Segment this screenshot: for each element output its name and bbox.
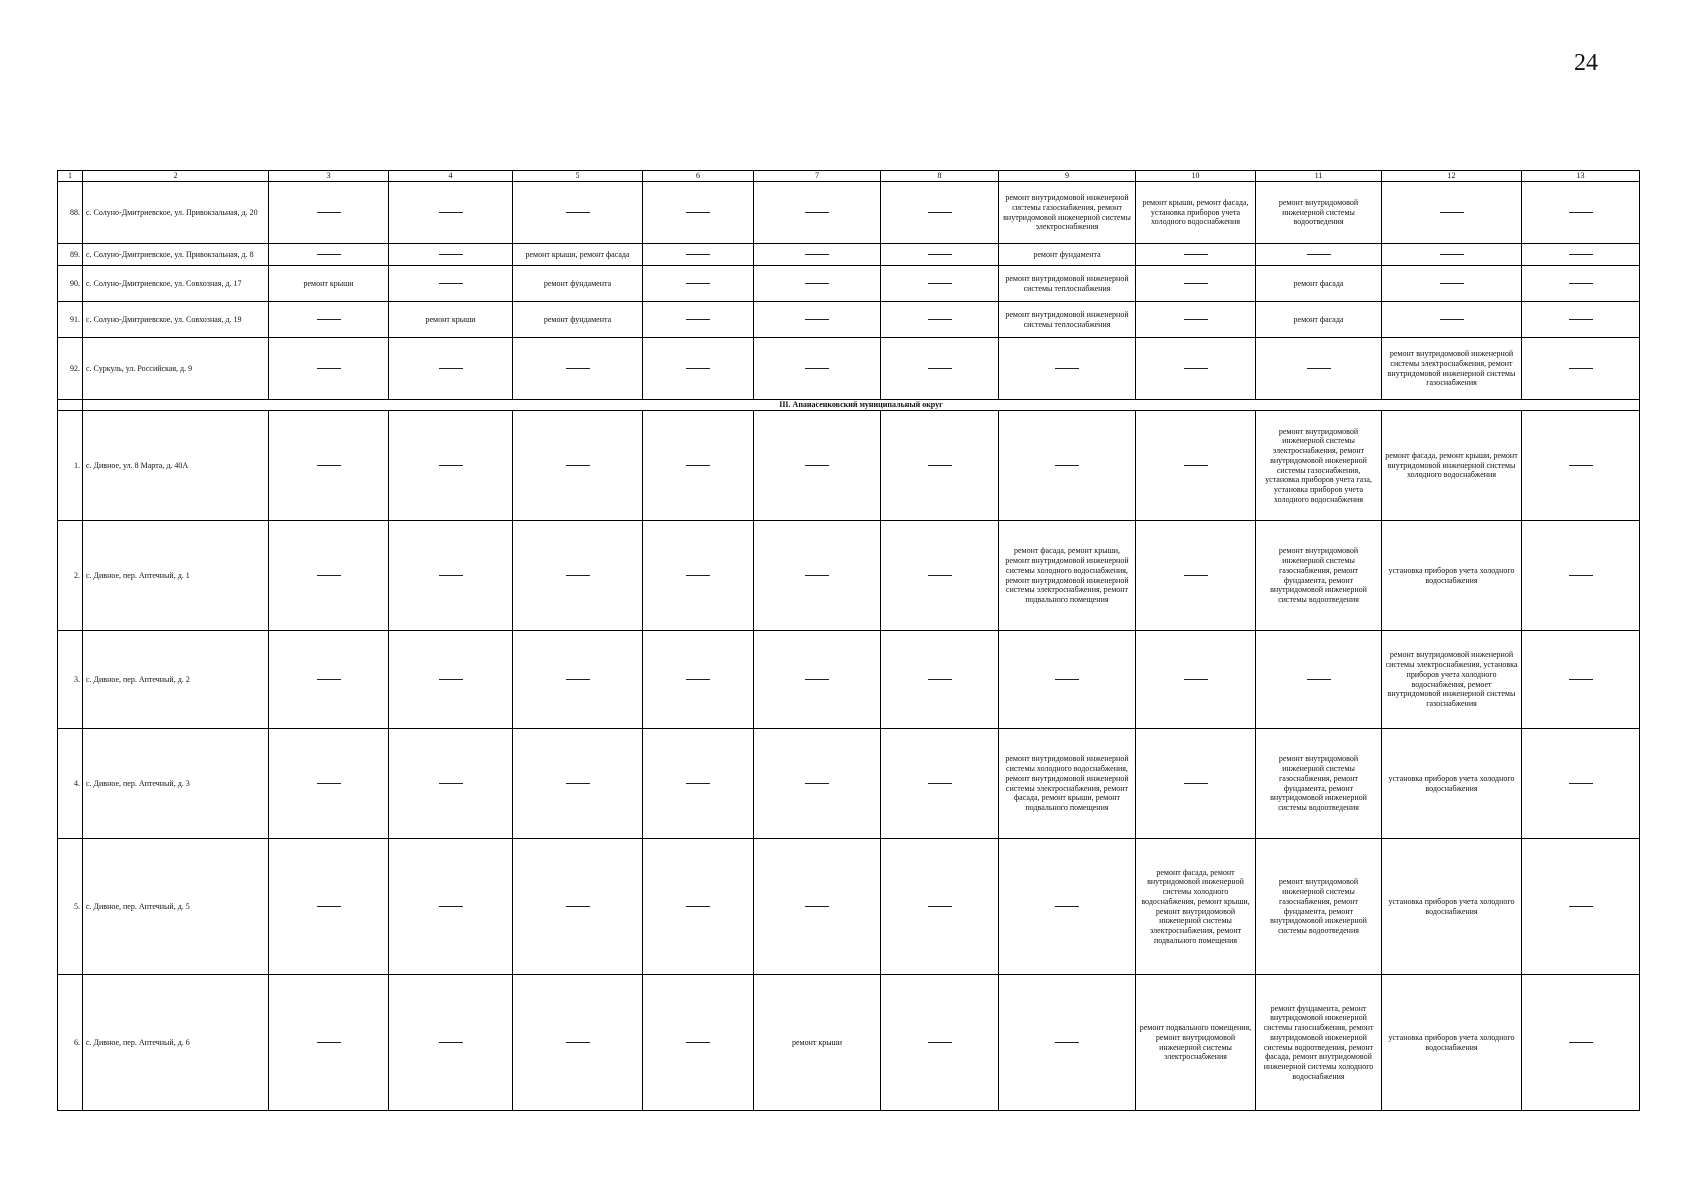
dash-mark bbox=[805, 465, 829, 466]
dash-mark bbox=[1055, 1042, 1079, 1043]
table-row bbox=[58, 266, 1640, 302]
work-type-cell: ремонт внутридомовой инженерной системы электроснабжения, установка приборов учета холодного водоснабжения, ремоет внутридомовой инженерной системы газоснабжения bbox=[1382, 631, 1522, 729]
empty-cell bbox=[643, 338, 754, 400]
column-header: 12 bbox=[1382, 171, 1522, 182]
table-row bbox=[58, 521, 1640, 631]
row-number: 4. bbox=[58, 729, 83, 839]
repair-schedule-table bbox=[57, 170, 1640, 1111]
row-number: 3. bbox=[58, 631, 83, 729]
empty-cell bbox=[999, 411, 1136, 521]
work-type-cell: ремонт фасада, ремонт внутридомовой инженерной системы холодного водоснабжения, ремонт крыши, ремонт внутридомовой инженерной системы электроснабжения, ремонт подвального помещения bbox=[1136, 839, 1256, 975]
empty-cell bbox=[1522, 182, 1640, 244]
empty-cell bbox=[754, 521, 881, 631]
empty-cell bbox=[643, 521, 754, 631]
section-title: III. Апанасенковский муниципальный округ bbox=[83, 400, 1640, 411]
work-type-cell: ремонт фасада bbox=[1256, 302, 1382, 338]
dash-mark bbox=[1569, 212, 1593, 213]
dash-mark bbox=[566, 575, 590, 576]
empty-cell bbox=[643, 244, 754, 266]
empty-cell bbox=[1136, 631, 1256, 729]
empty-cell bbox=[269, 521, 389, 631]
address-cell: с. Солуно-Дмитриевское, ул. Совхозная, д. 19 bbox=[83, 302, 269, 338]
work-type-cell: ремонт подвального помещения, ремонт внутридомовой инженерной системы электроснабжения bbox=[1136, 975, 1256, 1111]
empty-cell bbox=[881, 302, 999, 338]
dash-mark bbox=[928, 283, 952, 284]
empty-cell bbox=[269, 411, 389, 521]
empty-cell bbox=[1136, 338, 1256, 400]
table-row bbox=[58, 411, 1640, 521]
dash-mark bbox=[566, 1042, 590, 1043]
table-row bbox=[58, 302, 1640, 338]
dash-mark bbox=[439, 212, 463, 213]
dash-mark bbox=[928, 1042, 952, 1043]
dash-mark bbox=[805, 679, 829, 680]
dash-mark bbox=[928, 575, 952, 576]
empty-cell bbox=[881, 729, 999, 839]
empty-cell bbox=[1522, 411, 1640, 521]
address-cell: с. Дивное, пер. Аптечный, д. 6 bbox=[83, 975, 269, 1111]
dash-mark bbox=[1569, 254, 1593, 255]
column-header: 3 bbox=[269, 171, 389, 182]
dash-mark bbox=[1569, 1042, 1593, 1043]
empty-cell bbox=[269, 729, 389, 839]
dash-mark bbox=[686, 465, 710, 466]
row-number: 91. bbox=[58, 302, 83, 338]
dash-mark bbox=[928, 679, 952, 680]
dash-mark bbox=[317, 1042, 341, 1043]
empty-cell bbox=[754, 411, 881, 521]
dash-mark bbox=[1184, 575, 1208, 576]
dash-mark bbox=[439, 575, 463, 576]
work-type-cell: установка приборов учета холодного водоснабжения bbox=[1382, 521, 1522, 631]
empty-cell bbox=[269, 631, 389, 729]
empty-cell bbox=[1256, 244, 1382, 266]
dash-mark bbox=[686, 575, 710, 576]
dash-mark bbox=[317, 465, 341, 466]
dash-mark bbox=[928, 906, 952, 907]
dash-mark bbox=[1184, 679, 1208, 680]
dash-mark bbox=[1569, 368, 1593, 369]
empty-cell bbox=[881, 975, 999, 1111]
dash-mark bbox=[1184, 254, 1208, 255]
table-row bbox=[58, 729, 1640, 839]
address-cell: с. Дивное, пер. Аптечный, д. 1 bbox=[83, 521, 269, 631]
empty-cell bbox=[389, 729, 513, 839]
empty-cell bbox=[643, 266, 754, 302]
dash-mark bbox=[1569, 465, 1593, 466]
column-header: 9 bbox=[999, 171, 1136, 182]
dash-mark bbox=[686, 679, 710, 680]
dash-mark bbox=[439, 1042, 463, 1043]
work-type-cell: установка приборов учета холодного водоснабжения bbox=[1382, 729, 1522, 839]
empty-cell bbox=[389, 244, 513, 266]
empty-cell bbox=[999, 975, 1136, 1111]
column-header: 2 bbox=[83, 171, 269, 182]
dash-mark bbox=[566, 368, 590, 369]
work-type-cell: ремонт внутридомовой инженерной системы газоснабжения, ремонт фундамента, ремонт внутридомовой инженерной системы водоотведения bbox=[1256, 839, 1382, 975]
dash-mark bbox=[317, 368, 341, 369]
dash-mark bbox=[1569, 783, 1593, 784]
work-type-cell: ремонт внутридомовой инженерной системы электроснабжения, ремонт внутридомовой инженерной системы газоснабжения bbox=[1382, 338, 1522, 400]
dash-mark bbox=[1184, 283, 1208, 284]
column-header: 6 bbox=[643, 171, 754, 182]
work-type-cell: установка приборов учета холодного водоснабжения bbox=[1382, 975, 1522, 1111]
dash-mark bbox=[928, 212, 952, 213]
work-type-cell: ремонт крыши bbox=[754, 975, 881, 1111]
dash-mark bbox=[439, 783, 463, 784]
row-number: 2. bbox=[58, 521, 83, 631]
dash-mark bbox=[439, 465, 463, 466]
address-cell: с. Дивное, ул. 8 Марта, д. 40А bbox=[83, 411, 269, 521]
empty-cell bbox=[1522, 839, 1640, 975]
empty-cell bbox=[1382, 302, 1522, 338]
dash-mark bbox=[928, 783, 952, 784]
empty-cell bbox=[643, 631, 754, 729]
table-row bbox=[58, 182, 1640, 244]
work-type-cell: ремонт внутридомовой инженерной системы водоотведения bbox=[1256, 182, 1382, 244]
dash-mark bbox=[928, 368, 952, 369]
empty-cell bbox=[643, 729, 754, 839]
dash-mark bbox=[686, 783, 710, 784]
dash-mark bbox=[1569, 679, 1593, 680]
work-type-cell: ремонт фундамента, ремонт внутридомовой инженерной системы газоснабжения, ремонт внутридомовой инженерной системы водоотведения, ремонт фасада, ремонт внутридомовой инженерной системы холодного водоснабжения bbox=[1256, 975, 1382, 1111]
work-type-cell: ремонт крыши bbox=[389, 302, 513, 338]
dash-mark bbox=[1440, 319, 1464, 320]
dash-mark bbox=[805, 212, 829, 213]
work-type-cell: ремонт фасада, ремонт крыши, ремонт внутридомовой инженерной системы холодного водоснабжения, ремонт внутридомовой инженерной системы электроснабжения, ремонт подвального помещения bbox=[999, 521, 1136, 631]
work-type-cell: установка приборов учета холодного водоснабжения bbox=[1382, 839, 1522, 975]
empty-cell bbox=[881, 839, 999, 975]
empty-cell bbox=[1382, 266, 1522, 302]
row-number: 88. bbox=[58, 182, 83, 244]
empty-cell bbox=[881, 521, 999, 631]
row-number: 5. bbox=[58, 839, 83, 975]
dash-mark bbox=[439, 906, 463, 907]
dash-mark bbox=[1184, 465, 1208, 466]
address-cell: с. Дивное, пер. Аптечный, д. 2 bbox=[83, 631, 269, 729]
empty-cell bbox=[513, 338, 643, 400]
empty-cell bbox=[389, 521, 513, 631]
empty-cell bbox=[269, 975, 389, 1111]
empty-cell bbox=[1522, 266, 1640, 302]
dash-mark bbox=[439, 283, 463, 284]
empty-cell bbox=[389, 839, 513, 975]
dash-mark bbox=[1440, 212, 1464, 213]
dash-mark bbox=[805, 575, 829, 576]
work-type-cell: ремонт внутридомовой инженерной системы газоснабжения, ремонт фундамента, ремонт внутридомовой инженерной системы водоотведения bbox=[1256, 729, 1382, 839]
empty-cell bbox=[513, 729, 643, 839]
empty-cell bbox=[513, 521, 643, 631]
empty-cell bbox=[389, 975, 513, 1111]
dash-mark bbox=[1184, 368, 1208, 369]
empty-cell bbox=[754, 338, 881, 400]
dash-mark bbox=[1569, 906, 1593, 907]
empty-cell bbox=[389, 631, 513, 729]
table-row bbox=[58, 631, 1640, 729]
empty-cell bbox=[643, 411, 754, 521]
dash-mark bbox=[928, 254, 952, 255]
empty-cell bbox=[1522, 631, 1640, 729]
work-type-cell: ремонт внутридомовой инженерной системы теплоснабжения bbox=[999, 266, 1136, 302]
work-type-cell: ремонт внутридомовой инженерной системы газоснабжения, ремонт внутридомовой инженерной системы электроснабжения bbox=[999, 182, 1136, 244]
dash-mark bbox=[1184, 319, 1208, 320]
dash-mark bbox=[686, 212, 710, 213]
empty-cell bbox=[881, 631, 999, 729]
empty-cell bbox=[754, 729, 881, 839]
empty-cell bbox=[1382, 182, 1522, 244]
empty-cell bbox=[754, 302, 881, 338]
address-cell: с. Солуно-Дмитриевское, ул. Привокзальная, д. 20 bbox=[83, 182, 269, 244]
row-number: 1. bbox=[58, 411, 83, 521]
column-header: 8 bbox=[881, 171, 999, 182]
address-cell: с. Солуно-Дмитриевское, ул. Совхозная, д. 17 bbox=[83, 266, 269, 302]
dash-mark bbox=[439, 679, 463, 680]
empty-cell bbox=[1136, 729, 1256, 839]
column-header: 4 bbox=[389, 171, 513, 182]
dash-mark bbox=[686, 368, 710, 369]
dash-mark bbox=[686, 906, 710, 907]
empty-cell bbox=[643, 302, 754, 338]
empty-cell bbox=[269, 839, 389, 975]
empty-cell bbox=[754, 182, 881, 244]
work-type-cell: ремонт внутридомовой инженерной системы холодного водоснабжения, ремонт внутридомовой инженерной системы электроснабжения, ремонт фасада, ремонт крыши, ремонт подвального помещения bbox=[999, 729, 1136, 839]
dash-mark bbox=[1055, 465, 1079, 466]
dash-mark bbox=[317, 212, 341, 213]
empty-cell bbox=[269, 244, 389, 266]
dash-mark bbox=[439, 254, 463, 255]
empty-cell bbox=[881, 411, 999, 521]
dash-mark bbox=[566, 783, 590, 784]
dash-mark bbox=[1307, 254, 1331, 255]
empty-cell bbox=[389, 182, 513, 244]
work-type-cell: ремонт фундамента bbox=[999, 244, 1136, 266]
row-number: 90. bbox=[58, 266, 83, 302]
page-number: 24 bbox=[1574, 50, 1598, 76]
dash-mark bbox=[686, 319, 710, 320]
empty-cell bbox=[1136, 244, 1256, 266]
dash-mark bbox=[805, 906, 829, 907]
empty-cell bbox=[513, 839, 643, 975]
dash-mark bbox=[317, 906, 341, 907]
work-type-cell: ремонт фасада bbox=[1256, 266, 1382, 302]
dash-mark bbox=[1307, 679, 1331, 680]
address-cell: с. Дивное, пер. Аптечный, д. 5 bbox=[83, 839, 269, 975]
address-cell: с. Солуно-Дмитриевское, ул. Привокзальная, д. 8 bbox=[83, 244, 269, 266]
empty-cell bbox=[1522, 302, 1640, 338]
dash-mark bbox=[1184, 783, 1208, 784]
dash-mark bbox=[566, 212, 590, 213]
empty-cell bbox=[1256, 631, 1382, 729]
dash-mark bbox=[1569, 575, 1593, 576]
dash-mark bbox=[686, 254, 710, 255]
empty-cell bbox=[269, 338, 389, 400]
dash-mark bbox=[805, 368, 829, 369]
dash-mark bbox=[317, 783, 341, 784]
dash-mark bbox=[805, 319, 829, 320]
table-row bbox=[58, 338, 1640, 400]
empty-cell bbox=[1522, 338, 1640, 400]
row-number: 89. bbox=[58, 244, 83, 266]
empty-cell bbox=[754, 839, 881, 975]
empty-cell bbox=[1522, 521, 1640, 631]
empty-cell bbox=[1136, 302, 1256, 338]
dash-mark bbox=[317, 319, 341, 320]
column-header: 7 bbox=[754, 171, 881, 182]
empty-cell bbox=[513, 182, 643, 244]
empty-cell bbox=[643, 975, 754, 1111]
empty-cell bbox=[754, 244, 881, 266]
empty-cell bbox=[643, 182, 754, 244]
section-number-cell bbox=[58, 400, 83, 411]
dash-mark bbox=[1055, 368, 1079, 369]
empty-cell bbox=[1522, 729, 1640, 839]
work-type-cell: ремонт внутридомовой инженерной системы газоснабжения, ремонт фундамента, ремонт внутридомовой инженерной системы водоотведения bbox=[1256, 521, 1382, 631]
column-header: 11 bbox=[1256, 171, 1382, 182]
address-cell: с. Дивное, пер. Аптечный, д. 3 bbox=[83, 729, 269, 839]
dash-mark bbox=[1440, 283, 1464, 284]
empty-cell bbox=[1256, 338, 1382, 400]
empty-cell bbox=[1522, 244, 1640, 266]
work-type-cell: ремонт внутридомовой инженерной системы электроснабжения, ремонт внутридомовой инженерной системы газоснабжения, установка приборов учета газа, установка приборов учета холодного водоснабжения bbox=[1256, 411, 1382, 521]
row-number: 92. bbox=[58, 338, 83, 400]
empty-cell bbox=[389, 411, 513, 521]
dash-mark bbox=[805, 254, 829, 255]
dash-mark bbox=[1055, 906, 1079, 907]
work-type-cell: ремонт крыши bbox=[269, 266, 389, 302]
empty-cell bbox=[513, 631, 643, 729]
empty-cell bbox=[999, 631, 1136, 729]
empty-cell bbox=[999, 338, 1136, 400]
empty-cell bbox=[881, 266, 999, 302]
table-row bbox=[58, 975, 1640, 1111]
empty-cell bbox=[269, 182, 389, 244]
table-row bbox=[58, 839, 1640, 975]
dash-mark bbox=[1569, 319, 1593, 320]
column-header: 5 bbox=[513, 171, 643, 182]
dash-mark bbox=[805, 783, 829, 784]
empty-cell bbox=[881, 244, 999, 266]
empty-cell bbox=[1522, 975, 1640, 1111]
empty-cell bbox=[754, 631, 881, 729]
column-header: 13 bbox=[1522, 171, 1640, 182]
column-header: 1 bbox=[58, 171, 83, 182]
dash-mark bbox=[566, 679, 590, 680]
work-type-cell: ремонт фундамента bbox=[513, 266, 643, 302]
dash-mark bbox=[805, 283, 829, 284]
dash-mark bbox=[928, 465, 952, 466]
empty-cell bbox=[1136, 521, 1256, 631]
empty-cell bbox=[513, 975, 643, 1111]
dash-mark bbox=[317, 254, 341, 255]
empty-cell bbox=[754, 266, 881, 302]
column-header-row bbox=[58, 171, 1640, 182]
work-type-cell: ремонт крыши, ремонт фасада bbox=[513, 244, 643, 266]
empty-cell bbox=[513, 411, 643, 521]
empty-cell bbox=[269, 302, 389, 338]
dash-mark bbox=[928, 319, 952, 320]
empty-cell bbox=[1382, 244, 1522, 266]
empty-cell bbox=[389, 266, 513, 302]
dash-mark bbox=[1055, 679, 1079, 680]
dash-mark bbox=[1307, 368, 1331, 369]
work-type-cell: ремонт фасада, ремонт крыши, ремонт внутридомовой инженерной системы холодного водоснабжения bbox=[1382, 411, 1522, 521]
dash-mark bbox=[439, 368, 463, 369]
dash-mark bbox=[566, 906, 590, 907]
column-header: 10 bbox=[1136, 171, 1256, 182]
dash-mark bbox=[317, 679, 341, 680]
dash-mark bbox=[686, 283, 710, 284]
dash-mark bbox=[566, 465, 590, 466]
work-type-cell: ремонт крыши, ремонт фасада, установка приборов учета холодного водоснабжения bbox=[1136, 182, 1256, 244]
empty-cell bbox=[881, 338, 999, 400]
dash-mark bbox=[1569, 283, 1593, 284]
dash-mark bbox=[317, 575, 341, 576]
table-row bbox=[58, 244, 1640, 266]
empty-cell bbox=[643, 839, 754, 975]
empty-cell bbox=[389, 338, 513, 400]
empty-cell bbox=[1136, 411, 1256, 521]
dash-mark bbox=[686, 1042, 710, 1043]
row-number: 6. bbox=[58, 975, 83, 1111]
address-cell: с. Суркуль, ул. Российская, д. 9 bbox=[83, 338, 269, 400]
section-row bbox=[58, 400, 1640, 411]
empty-cell bbox=[881, 182, 999, 244]
work-type-cell: ремонт внутридомовой инженерной системы теплоснабжения bbox=[999, 302, 1136, 338]
empty-cell bbox=[999, 839, 1136, 975]
work-type-cell: ремонт фундамента bbox=[513, 302, 643, 338]
empty-cell bbox=[1136, 266, 1256, 302]
dash-mark bbox=[1440, 254, 1464, 255]
